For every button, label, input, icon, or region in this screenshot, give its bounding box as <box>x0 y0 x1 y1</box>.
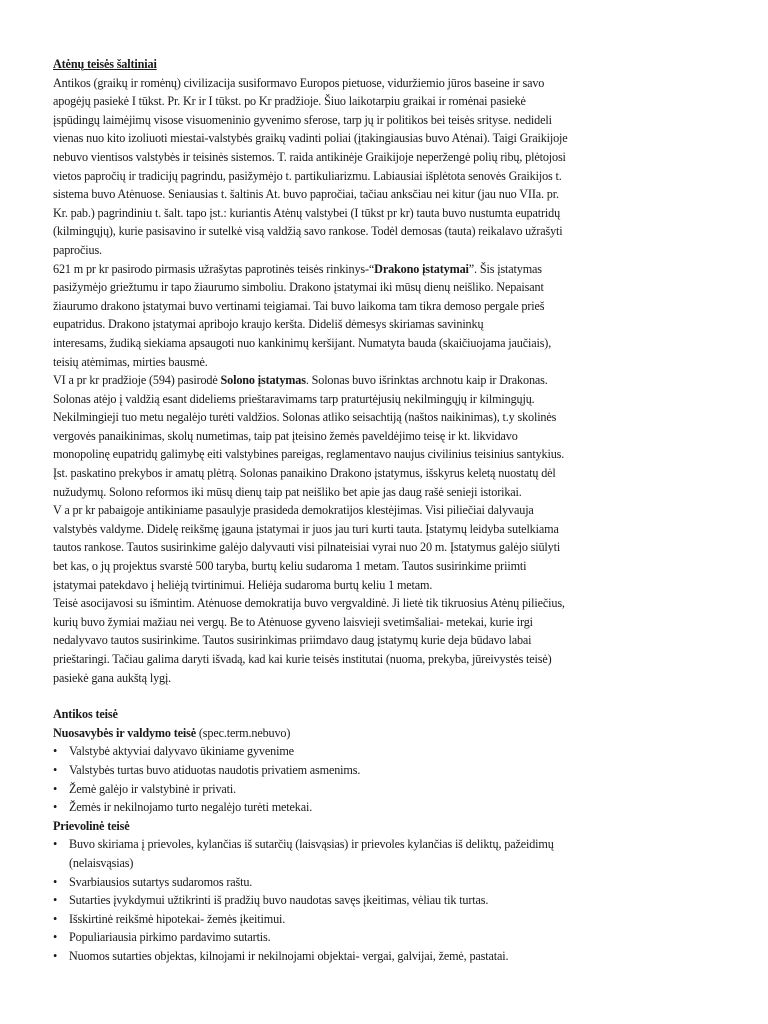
text-line: (kilmingųjų), kurie pasisavino ir sutelkė visą valdžią savo rankose. Todėl demosas (tauta) reikalavo užrašyti <box>53 224 563 239</box>
text-fragment: 621 m pr kr pasirodo pirmasis užrašytas paprotinės teisės rinkinys-“ <box>53 261 375 276</box>
bullet-icon: • <box>53 930 58 945</box>
text-line: eupatridus. Drakono įstatymai apribojo kraujo keršta. Dideliš dėmesys skiriamas savininkų <box>53 317 484 332</box>
list-item <box>53 928 717 947</box>
subheading-note: (spec.term.nebuvo) <box>196 725 291 740</box>
list-item-text: Nuomos sutarties objektas, kilnojami ir nekilnojami objektai- vergai, galvijai, žemė, pastatai. <box>69 948 509 963</box>
property-law-list <box>53 742 717 816</box>
text-line: Įst. paskatino prekybos ir amatų plėtrą. Solonas panaikino Drakono įstatymus, išskyrus keletą nuostatų dėl <box>53 466 556 481</box>
text-line: vietos papročių ir tradicijų pagrindu, pasižymėjo t. partikuliarizmu. Labiausiai išplėtota senovės Graikijos t. <box>53 168 562 183</box>
text-line: pasiekė gana aukštą lygį. <box>53 670 172 685</box>
text-line: interesams, žudiką siekiama apsaugoti nuo kankinimų keršijant. Numatyta bauda (skaičiuojama jaučiais), <box>53 335 552 350</box>
list-item-text: Žemės ir nekilnojamo turto negalėjo turėti metekai. <box>69 800 313 815</box>
text-line: įspūdingų laimėjimų visose visuomeninio gyvenimo sferose, tarp jų ir politikos bei teisės srityse. nedideli <box>53 112 552 127</box>
bullet-icon: • <box>53 762 58 777</box>
text-line: žiaurumo drakono įstatymai buvo vertinami teigiamai. Tai buvo laikoma tam tikra demoso pergale prieš <box>53 298 545 313</box>
bullet-icon: • <box>53 911 58 926</box>
text-line: valstybės valdyme. Didelę reikšmę įgauna įstatymai ir juos jau turi kurti tauta. Įstatymų leidyba sutelkiama <box>53 521 559 536</box>
text-line: įstatymai patekdavo į heliėją tvirtinimui. Heliėja sudaroma burtų keliu 1 metam. <box>53 577 433 592</box>
list-item-text: Išskirtinė reikšmė hipotekai- žemės įkeitimui. <box>69 911 286 926</box>
bullet-icon: • <box>53 744 58 759</box>
list-item-text: Sutarties įvykdymui užtikrinti iš pradžių buvo naudotas savęs įkeitimas, vėliau tik turtas. <box>69 893 489 908</box>
text-line: nužudymų. Solono reformos iki mūsų dienų taip pat neišliko bet apie jas daug rašė senieji istorikai. <box>53 484 522 499</box>
list-item-text: Žemė galėjo ir valstybinė ir privati. <box>69 781 237 796</box>
text-line: bet kas, o jų projektus svarstė 500 taryba, burtų keliu sudaroma 1 metam. Tautos susirinkime priimti <box>53 559 527 574</box>
text-line <box>53 371 717 390</box>
bullet-icon: • <box>53 948 58 963</box>
paragraph-draco-laws <box>53 260 717 372</box>
text-line: sistema buvo Atėnuose. Seniausias t. šaltinis At. buvo papročiai, tačiau anksčiau nei kitur (jau nuo VIIa. pr. <box>53 187 559 202</box>
subheading-obligation-law: Prievolinė teisė <box>53 818 130 833</box>
text-line: monopolinę eupatridų galimybę eiti valstybines pareigas, reglamentavo naujus civilinius teisinius santykius. <box>53 447 565 462</box>
list-item <box>53 910 717 929</box>
text-line: Nekilmingieji tuo metu negalėjo turėti valdžios. Solonas atliko seisachtiją (naštos naikinimas), t.y skolinės <box>53 410 557 425</box>
text-line: papročius. <box>53 242 102 257</box>
obligation-law-list <box>53 835 717 965</box>
text-line: Antikos (graikų ir romėnų) civilizacija susiformavo Europos pietuose, viduržiemio jūros baseine ir savo <box>53 75 545 90</box>
text-line: Kr. pab.) pagrindiniu t. šalt. tapo įst.: kuriantis Atėnų valstybei (I tūkst pr kr) tauta buvo nustumta eupatridų <box>53 205 561 220</box>
paragraph-solon-laws <box>53 371 717 501</box>
list-item <box>53 835 717 872</box>
paragraph-democracy <box>53 501 717 594</box>
list-item <box>53 873 717 892</box>
section-title-antiquity-law: Antikos teisė <box>53 707 118 722</box>
text-line: teisių atėmimas, mirties bausmė. <box>53 354 208 369</box>
bullet-icon: • <box>53 837 58 852</box>
list-item <box>53 742 717 761</box>
text-line: kurių buvo žymiai mažiau nei vergų. Be to Atėnuose gyveno laisvieji svetimšaliai- metekai, kurie irgi <box>53 614 533 629</box>
list-item <box>53 947 717 966</box>
list-item-text-continuation: (nelaisvąsias) <box>69 855 134 870</box>
text-line: V a pr kr pabaigoje antikiniame pasaulyje prasideda demokratijos klestėjimas. Visi piliečiai dalyvauja <box>53 503 534 518</box>
text-line: Teisė asocijavosi su išmintim. Atėnuose demokratija buvo vergvaldinė. Ji lietė tik tikruosius Atėnų piliečius, <box>53 596 565 611</box>
bullet-icon: • <box>53 893 58 908</box>
section-title-athens-law-sources: Atėnų teisės šaltiniai <box>53 57 157 71</box>
term-draco-laws: Drakono įstatymai <box>374 261 469 276</box>
list-item <box>53 761 717 780</box>
text-line <box>53 260 717 279</box>
text-line: nebuvo vientisos valstybės ir teisinės sistemos. T. raida antikinėje Graikijoje neperžengė polių ribų, plėtojosi <box>53 149 566 164</box>
text-line: apogėjų pasiekė I tūkst. Pr. Kr ir I tūkst. po Kr pradžioje. Šiuo laikotarpiu graikai ir romėnai pasiekė <box>53 94 526 109</box>
list-item <box>53 798 717 817</box>
list-item-text: Populiariausia pirkimo pardavimo sutartis. <box>69 930 271 945</box>
subheading-property-law <box>53 724 717 743</box>
paragraph-antiquity-intro <box>53 74 717 260</box>
bullet-icon: • <box>53 781 58 796</box>
document-page <box>53 55 717 966</box>
text-line: prieštaringi. Tačiau galima daryti išvadą, kad kai kurie teisės institutai (nuoma, prekyba, jūreivystės teisė) <box>53 652 552 666</box>
text-fragment: ”. Šis įstatymas <box>468 261 542 276</box>
text-line: vergovės panaikinimas, skolų numetimas, taip pat įteisino žemės paveldėjimo teisę ir kt. likvidavo <box>53 428 518 443</box>
bullet-icon: • <box>53 874 58 889</box>
paragraph-law-wisdom <box>53 594 717 687</box>
text-fragment: VI a pr kr pradžioje (594) pasirodė <box>53 373 221 388</box>
term-solon-law: Solono įstatymas <box>220 373 306 388</box>
text-line: nedalyvavo tautos susirinkime. Tautos susirinkimas priimdavo daug įstatymų kurie deja būdavo labai <box>53 633 532 648</box>
list-item-text: Valstybė aktyviai dalyvavo ūkiniame gyvenime <box>69 744 294 759</box>
list-item <box>53 891 717 910</box>
text-line: vienas nuo kito izoliuoti miestai-valstybės graikų vadinti poliai (įtakingiausias buvo Atėnai). Taigi Graikijoje <box>53 131 568 146</box>
section-spacer <box>53 687 717 705</box>
subheading-bold: Nuosavybės ir valdymo teisė <box>53 725 196 740</box>
list-item-text: Svarbiausios sutartys sudaromos raštu. <box>69 874 253 889</box>
text-line: Solonas atėjo į valdžią esant dideliems prieštaravimams tarp praturtėjusių nekilmingųjų ir kilmingųjų. <box>53 391 535 406</box>
list-item <box>53 780 717 799</box>
list-item-text: Buvo skiriama į prievoles, kylančias iš sutarčių (laisvąsias) ir prievoles kylančias iš deliktų, pažeidimų <box>69 837 554 852</box>
text-fragment: . Solonas buvo išrinktas archnotu kaip ir Drakonas. <box>305 373 548 388</box>
text-line: pasižymėjo griežtumu ir tapo žiaurumo simboliu. Drakono įstatymai iki mūsų dienų neišliko. Nepaisant <box>53 280 544 295</box>
list-item-text: Valstybės turtas buvo atiduotas naudotis privatiem asmenims. <box>69 762 361 777</box>
bullet-icon: • <box>53 800 58 815</box>
text-line: tautos rankose. Tautos susirinkime galėjo dalyvauti visi pilnateisiai vyrai nuo 20 m. Įstatymus galėjo siūlyti <box>53 540 561 555</box>
